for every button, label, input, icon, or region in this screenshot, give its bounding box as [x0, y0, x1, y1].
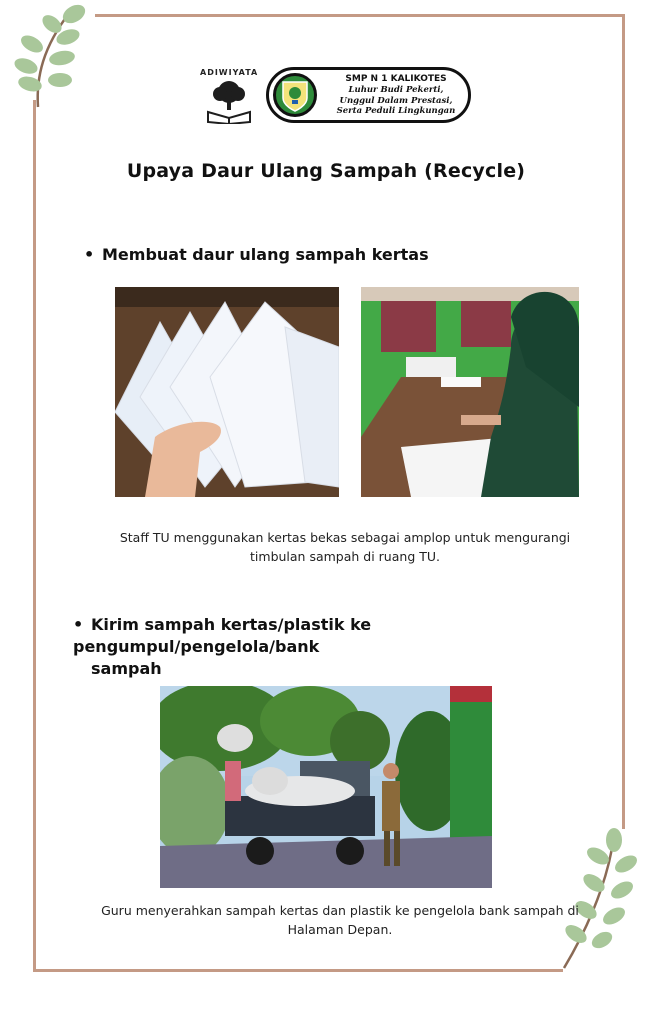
school-name: SMP N 1 KALIKOTES: [345, 74, 447, 84]
bullet-dot: •: [73, 615, 84, 634]
section-1-caption-line-1: Staff TU menggunakan kertas bekas sebagai amplop untuk mengurangi: [119, 530, 571, 545]
school-motto-line-3: Serta Peduli Lingkungan: [336, 106, 456, 116]
tree-book-icon: [200, 78, 258, 124]
section-1-heading-text: Membuat daur ulang sampah kertas: [102, 245, 429, 264]
section-1-caption: [90, 528, 600, 566]
leaf-branch-top-left-icon: [8, 2, 98, 112]
section-1-caption-line-2: timbulan sampah di ruang TU.: [250, 549, 440, 564]
adiwiyata-label: ADIWIYATA: [200, 68, 259, 77]
school-motto-line-2: Unggul Dalam Prestasi,: [339, 95, 453, 106]
section-1-heading: [84, 244, 564, 266]
photo-truck-waste-handover: [160, 686, 492, 888]
photo-staff-office: [361, 287, 579, 497]
section-2-heading-line-1: Kirim sampah kertas/plastik ke pengumpul/pengelola/bank: [73, 615, 372, 656]
section-2-caption: [80, 901, 600, 939]
school-emblem-icon: [273, 73, 317, 117]
school-motto-line-1: Luhur Budi Pekerti,: [348, 85, 444, 95]
frame-top-border: [95, 14, 625, 17]
section-2-heading: [73, 614, 603, 680]
frame-left-border: [33, 100, 36, 972]
section-2-caption-line-2: Halaman Depan.: [287, 922, 393, 937]
photo-paper-envelopes: [115, 287, 339, 497]
section-2-caption-line-1: Guru menyerahkan sampah kertas dan plastik ke pengelola bank sampah di: [101, 903, 579, 918]
school-logo-badge: [266, 67, 471, 123]
section-2-heading-line-2: sampah: [91, 659, 162, 678]
bullet-dot: •: [84, 245, 95, 264]
page-title: Upaya Daur Ulang Sampah (Recycle): [126, 160, 526, 182]
adiwiyata-logo: [200, 68, 258, 124]
frame-right-border: [622, 14, 625, 829]
frame-bottom-border: [33, 969, 563, 972]
